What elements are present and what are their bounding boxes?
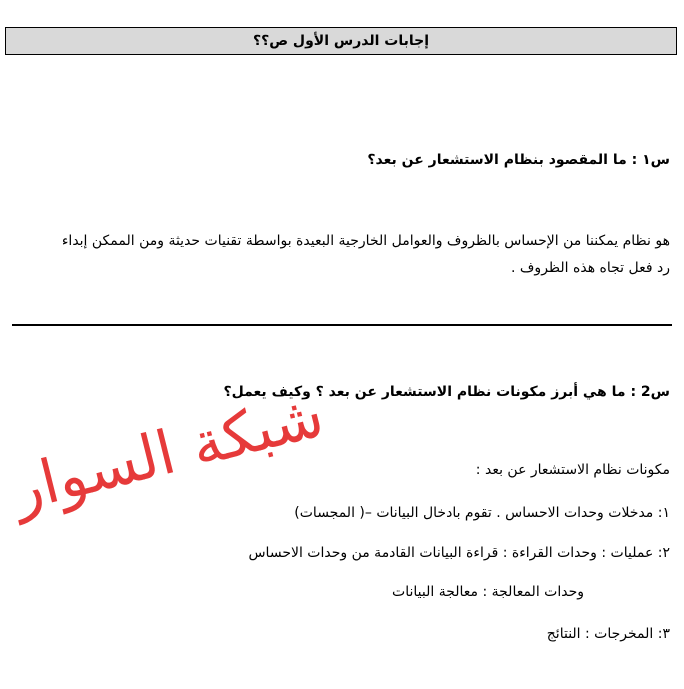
section-divider	[12, 324, 672, 326]
components-intro: مكونات نظام الاستشعار عن بعد :	[475, 462, 670, 478]
component-item-processing-unit: وحدات المعالجة : معالجة البيانات	[392, 584, 584, 600]
answer-1-line-2: رد فعل تجاه هذه الظروف .	[511, 260, 670, 276]
component-item-inputs: ١: مدخلات وحدات الاحساس . تقوم بادخال البيانات –( المجسات)	[294, 505, 670, 521]
answer-1-line-1: هو نظام يمكننا من الإحساس بالظروف والعوامل الخارجية البعيدة بواسطة تقنيات حديثة ومن الممكن إبداء	[61, 233, 670, 249]
watermark: شبكة السوار	[5, 380, 331, 526]
component-item-outputs: ٣: المخرجات : النتائج	[546, 626, 670, 642]
page-title	[5, 27, 677, 55]
question-1: س١ : ما المقصود بنظام الاستشعار عن بعد؟	[367, 152, 670, 168]
page-title-text: إجابات الدرس الأول ص؟؟	[252, 33, 430, 49]
component-item-processes: ٢: عمليات : وحدات القراءة : قراءة البيانات القادمة من وحدات الاحساس	[248, 545, 670, 561]
question-2: س2 : ما هي أبرز مكونات نظام الاستشعار عن بعد ؟ وكيف يعمل؟	[223, 384, 670, 400]
